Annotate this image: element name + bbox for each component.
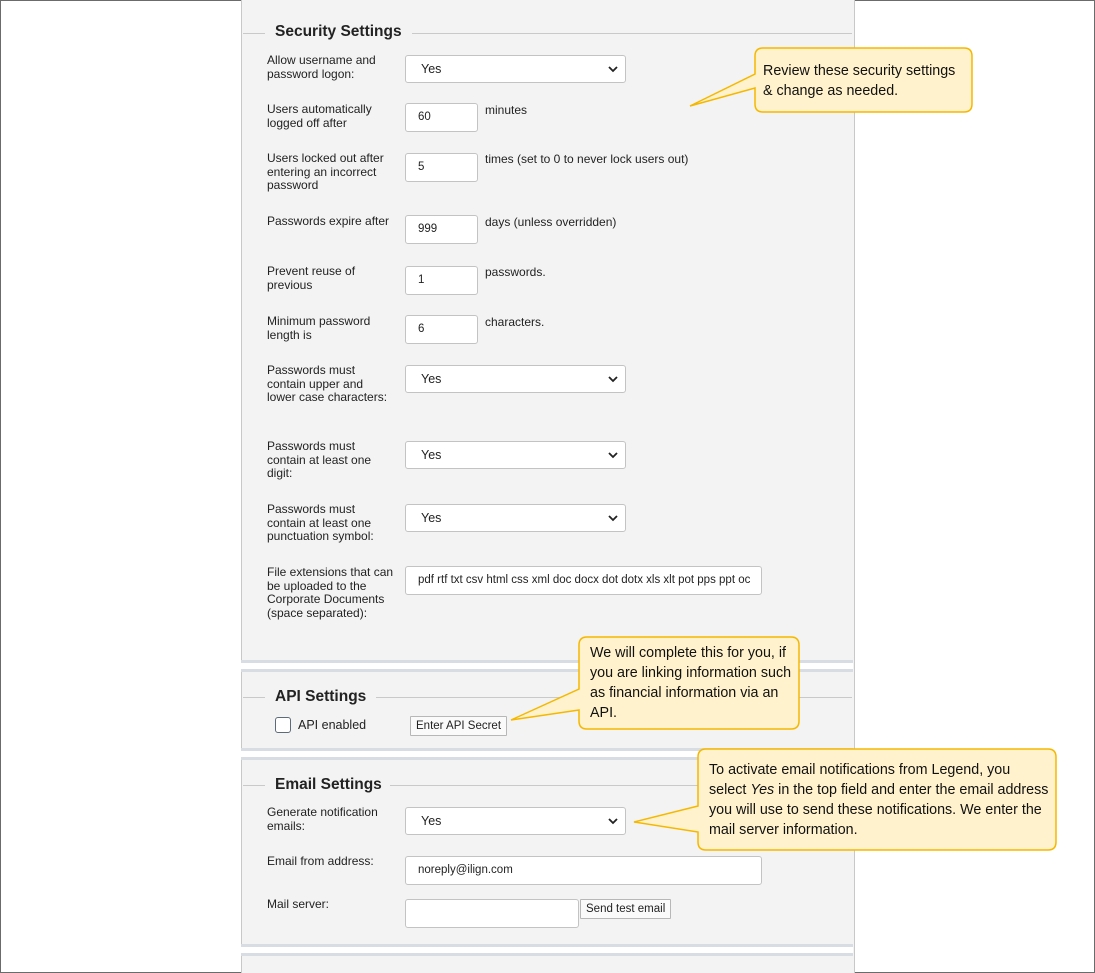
- upper-lower-value: Yes: [421, 372, 442, 386]
- api-enabled-label: API enabled: [298, 718, 367, 732]
- expire-suffix: days (unless overridden): [485, 215, 617, 229]
- enter-api-secret-button[interactable]: Enter API Secret: [410, 716, 507, 736]
- extensions-label: File extensions that can be uploaded to the Corporate Documents (space separated):: [267, 565, 394, 620]
- mail-server-label: Mail server:: [267, 897, 330, 911]
- email-callout-text-part1: To activate email notifications from Legend, you select: [709, 762, 1011, 798]
- email-section-title: Email Settings: [267, 776, 390, 794]
- allow-logon-label: Allow username and password logon:: [267, 53, 376, 81]
- lockout-suffix: times (set to 0 to never lock users out): [485, 152, 689, 166]
- digit-label: Passwords must contain at least one digit:: [267, 439, 372, 481]
- api-section-title: API Settings: [267, 688, 374, 706]
- min-length-input[interactable]: 6: [405, 315, 478, 344]
- reuse-label: Prevent reuse of previous: [267, 264, 356, 292]
- generate-emails-value: Yes: [421, 814, 442, 828]
- expire-input[interactable]: 999: [405, 215, 478, 244]
- email-callout-text: [709, 760, 1049, 840]
- reuse-input[interactable]: 1: [405, 266, 478, 295]
- email-from-input[interactable]: noreply@ilign.com: [405, 856, 762, 885]
- logoff-input[interactable]: 60: [405, 103, 478, 132]
- digit-value: Yes: [421, 448, 442, 462]
- reuse-suffix: passwords.: [485, 265, 546, 279]
- email-from-label: Email from address:: [267, 854, 374, 868]
- email-callout-text-part2: in the top field and enter the email address you will use to send these notifications. We enter the mail server information.: [709, 782, 1049, 838]
- api-callout-text: We will complete this for you, if you are linking information such as financial information via an API.: [590, 645, 792, 721]
- send-test-email-button[interactable]: Send test email: [580, 899, 671, 919]
- punctuation-value: Yes: [421, 511, 442, 525]
- extensions-input[interactable]: pdf rtf txt csv html css xml doc docx dot dotx xls xlt pot pps ppt oc: [405, 566, 762, 595]
- allow-logon-value: Yes: [421, 62, 442, 76]
- generate-emails-label: Generate notification emails:: [267, 805, 378, 833]
- security-section-title: Security Settings: [267, 23, 410, 41]
- min-length-label: Minimum password length is: [267, 314, 371, 342]
- email-callout-text-yes: Yes: [750, 782, 775, 798]
- logoff-suffix: minutes: [485, 103, 528, 117]
- logoff-label: Users automatically logged off after: [267, 102, 372, 130]
- lockout-label: Users locked out after entering an incorrect password: [267, 151, 384, 193]
- expire-label: Passwords expire after: [267, 214, 390, 228]
- punctuation-label: Passwords must contain at least one punctuation symbol:: [267, 502, 374, 544]
- min-length-suffix: characters.: [485, 315, 545, 329]
- upper-lower-label: Passwords must contain upper and lower case characters:: [267, 363, 388, 405]
- lockout-input[interactable]: 5: [405, 153, 478, 182]
- security-callout-text: Review these security settings & change as needed.: [763, 63, 956, 99]
